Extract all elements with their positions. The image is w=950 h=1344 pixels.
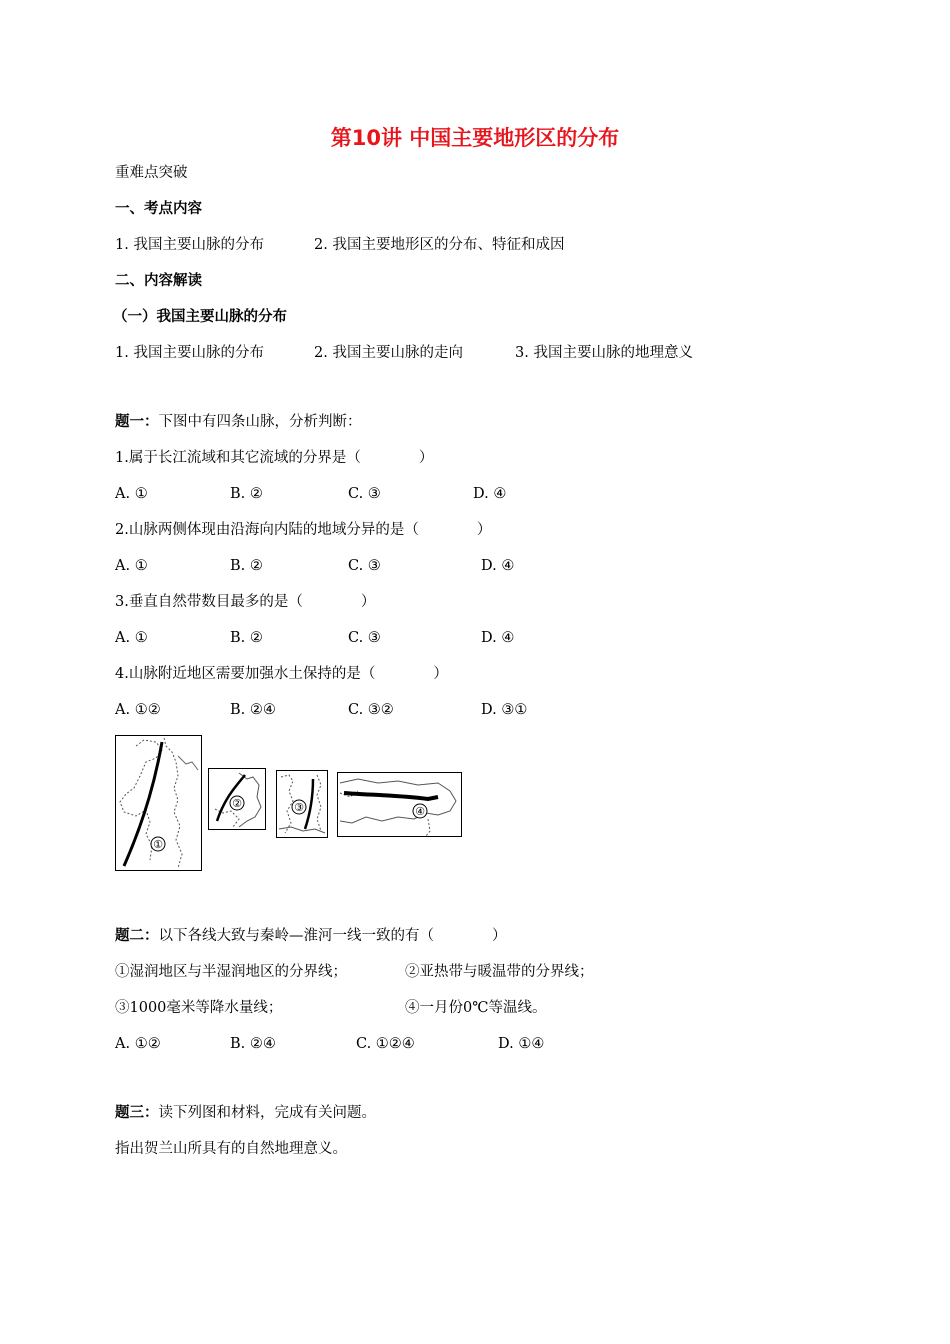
q2-header (115, 926, 507, 946)
q1-1-option-a: A. ① (115, 486, 148, 502)
section1-heading: 一、考点内容 (115, 201, 202, 217)
q2-label: 题二： (115, 928, 159, 944)
q3-label: 题三： (115, 1105, 159, 1121)
q1-label: 题一： (115, 414, 159, 430)
map-2-label: ② (232, 797, 242, 810)
q1-3-option-d: D. ④ (481, 630, 515, 646)
q1-header (115, 412, 362, 432)
q2-statement-3: ③1000毫米等降水量线； (115, 1000, 283, 1016)
q1-1-option-c: C. ③ (348, 486, 381, 502)
q1-2-option-d: D. ④ (481, 558, 515, 574)
section2-subheading: （一）我国主要山脉的分布 (113, 309, 287, 325)
section2-heading: 二、内容解读 (115, 273, 202, 289)
section2-item-2: 2. 我国主要山脉的走向 (314, 345, 463, 361)
map-3 (276, 770, 328, 838)
q1-2-stem: 2.山脉两侧体现由沿海向内陆的地域分异的是（ ） (115, 522, 492, 538)
q1-4-option-c: C. ③② (348, 702, 394, 718)
q1-1-option-b: B. ② (230, 486, 263, 502)
section1-item-1: 1. 我国主要山脉的分布 (115, 237, 264, 253)
mountain-maps-figure (115, 735, 465, 875)
map-4 (337, 772, 462, 837)
section2-item-3: 3. 我国主要山脉的地理意义 (515, 345, 693, 361)
page-title: 第10讲 中国主要地形区的分布 (330, 126, 620, 150)
q1-1-option-d: D. ④ (473, 486, 507, 502)
q2-option-b: B. ②④ (230, 1036, 276, 1052)
section1-item-2: 2. 我国主要地形区的分布、特征和成因 (314, 237, 565, 253)
q1-2-option-c: C. ③ (348, 558, 381, 574)
q2-statement-2: ②亚热带与暖温带的分界线； (405, 964, 594, 980)
map-2-drawing (209, 769, 265, 829)
q1-2-option-b: B. ② (230, 558, 263, 574)
q2-statement-1: ①湿润地区与半湿润地区的分界线； (115, 964, 347, 980)
map-3-drawing (277, 771, 327, 837)
q3-task: 指出贺兰山所具有的自然地理意义。 (115, 1141, 347, 1157)
q2-option-d: D. ①④ (498, 1036, 545, 1052)
q1-3-option-b: B. ② (230, 630, 263, 646)
q2-option-c: C. ①②④ (356, 1036, 415, 1052)
q1-4-option-a: A. ①② (115, 702, 161, 718)
map-1 (115, 735, 202, 871)
q1-1-stem: 1.属于长江流域和其它流域的分界是（ ） (115, 450, 434, 466)
q2-prompt: 以下各线大致与秦岭—淮河一线一致的有（ ） (158, 928, 507, 944)
map-1-label: ① (153, 838, 163, 851)
q2-option-a: A. ①② (115, 1036, 161, 1052)
map-4-drawing (338, 773, 461, 836)
q3-prompt: 读下列图和材料，完成有关问题。 (158, 1105, 376, 1121)
subtitle: 重难点突破 (115, 165, 188, 181)
section2-item-1: 1. 我国主要山脉的分布 (115, 345, 264, 361)
q1-prompt: 下图中有四条山脉，分析判断： (158, 414, 362, 430)
q1-3-stem: 3.垂直自然带数目最多的是（ ） (115, 594, 376, 610)
q1-3-option-a: A. ① (115, 630, 148, 646)
q3-header (115, 1103, 376, 1123)
map-3-label: ③ (294, 801, 304, 814)
q2-statement-4: ④一月份0℃等温线。 (405, 1000, 547, 1016)
q1-4-option-d: D. ③① (481, 702, 528, 718)
map-4-label: ④ (415, 805, 425, 818)
map-1-drawing (116, 736, 201, 870)
q1-4-option-b: B. ②④ (230, 702, 276, 718)
q1-3-option-c: C. ③ (348, 630, 381, 646)
map-2 (208, 768, 266, 830)
q1-2-option-a: A. ① (115, 558, 148, 574)
q1-4-stem: 4.山脉附近地区需要加强水土保持的是（ ） (115, 666, 448, 682)
